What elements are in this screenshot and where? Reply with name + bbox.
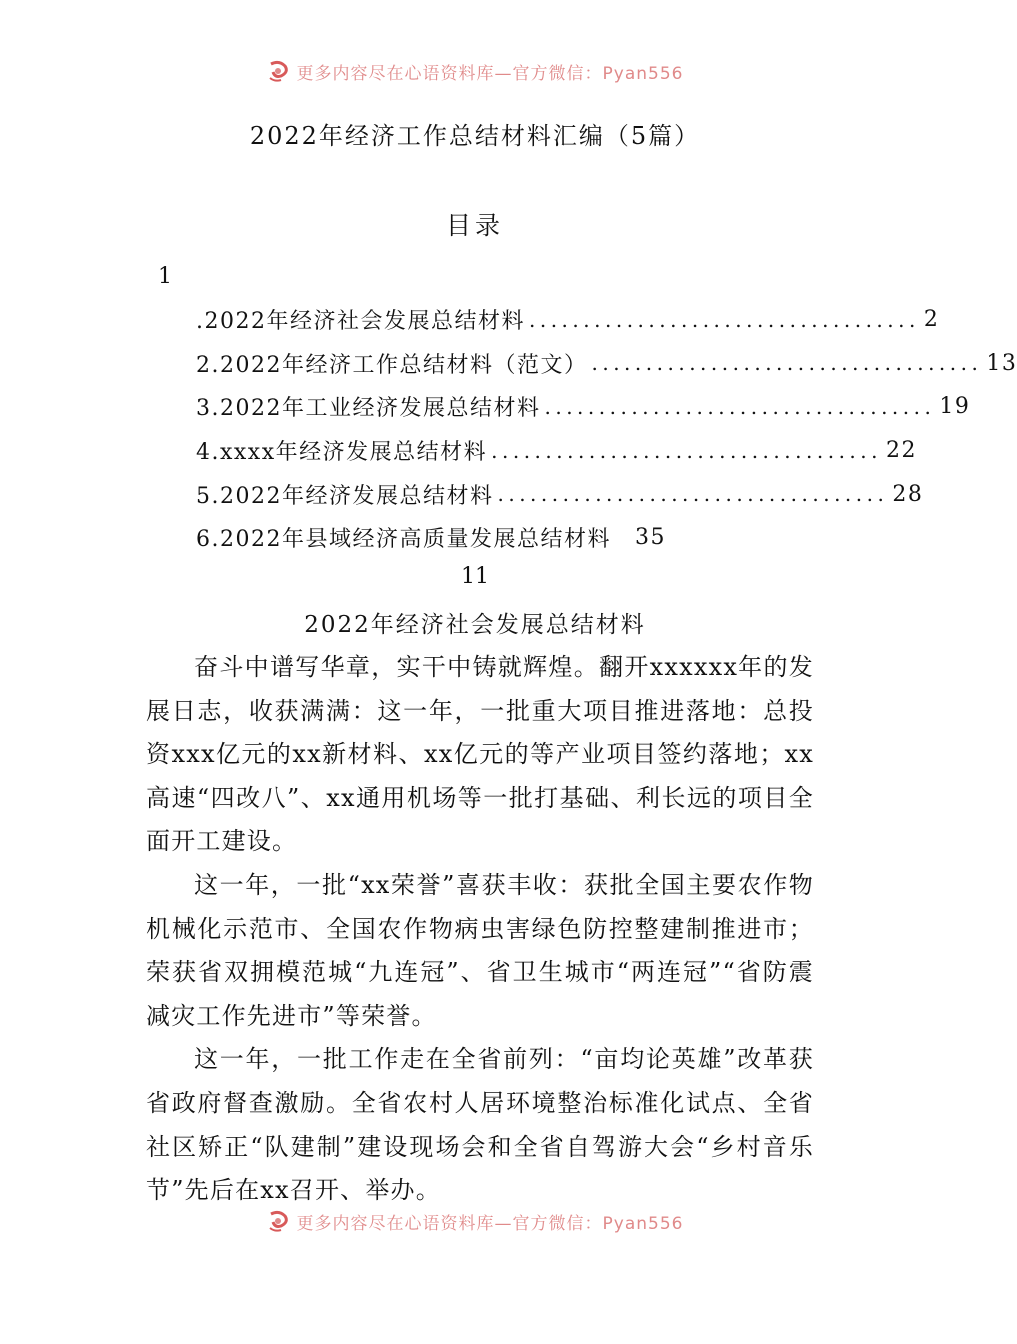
toc-leading-number: 1	[158, 264, 172, 289]
toc-dot-leader: ....................................	[497, 482, 889, 507]
document-title: 2022年经济工作总结材料汇编（5篇）	[249, 122, 701, 150]
toc-entry[interactable]	[196, 429, 917, 473]
toc-page-number: 28	[892, 481, 924, 507]
toc-entry[interactable]	[196, 298, 940, 342]
toc-entry-title: .2022年经济社会发展总结材料	[196, 309, 525, 335]
toc-page-number: 19	[939, 394, 971, 420]
toc-entry-title: 6.2022年县域经济高质量发展总结材料	[196, 527, 611, 553]
body-text	[146, 646, 814, 1213]
toc-entry-title: 4.xxxx年经济发展总结材料	[196, 440, 488, 466]
footer-watermark-banner	[0, 1206, 950, 1236]
toc-entry[interactable]	[196, 342, 1017, 386]
banner-text: 更多内容尽在心语资料库—官方微信：Pyan556	[296, 63, 684, 84]
toc-entry[interactable]	[196, 385, 971, 429]
toc-page-number: 22	[886, 438, 917, 464]
toc-page-number: 2	[923, 307, 940, 333]
banner-text: 更多内容尽在心语资料库—官方微信：Pyan556	[296, 1213, 684, 1234]
header-watermark-banner	[0, 56, 950, 86]
paragraph: 奋斗中谱写华章，实干中铸就辉煌。翻开xxxxxx年的发展日志，收获满满：这一年，一批重大项目推进落地：总投资xxx亿元的xx新材料、xx亿元的等产业项目签约落地；xx高速“四改八”、xx通用机场等一批打基础、利长远的项目全面开工建设。	[146, 653, 814, 856]
paragraph: 这一年，一批工作走在全省前列：“亩均论英雄”改革获省政府督查激励。全省农村人居环境整治标准化试点、全省社区矫正“队建制”建设现场会和全省自驾游大会“乡村音乐节”先后在xx召开、举办。	[146, 1045, 814, 1205]
swirl-logo-icon	[267, 1210, 291, 1232]
section-title: 2022年经济社会发展总结材料	[304, 612, 646, 638]
table-of-contents	[196, 298, 1017, 560]
toc-dot-leader: ....................................	[591, 351, 983, 376]
toc-dot-leader: ....................................	[491, 438, 882, 463]
paragraph: 这一年，一批“xx荣誉”喜获丰收：获批全国主要农作物机械化示范市、全国农作物病虫害绿色防控整建制推进市；荣获省双拥模范城“九连冠”、省卫生城市“两连冠”“省防震减灾工作先进市”等荣誉。	[146, 870, 814, 1030]
toc-trailing-number: 11	[461, 564, 489, 589]
toc-entry-title: 2.2022年经济工作总结材料（范文）	[196, 352, 588, 378]
toc-dot-leader: ....................................	[544, 394, 936, 419]
toc-page-number: 13	[986, 350, 1017, 376]
toc-page-number: 35	[634, 525, 666, 551]
toc-entry-title: 3.2022年工业经济发展总结材料	[196, 396, 541, 422]
toc-entry[interactable]	[196, 516, 808, 560]
toc-entry-title: 5.2022年经济发展总结材料	[196, 483, 494, 509]
toc-dot-leader: ....................................	[528, 307, 920, 332]
toc-entry[interactable]	[196, 472, 924, 516]
swirl-logo-icon	[267, 60, 291, 82]
toc-heading: 目录	[445, 211, 504, 240]
